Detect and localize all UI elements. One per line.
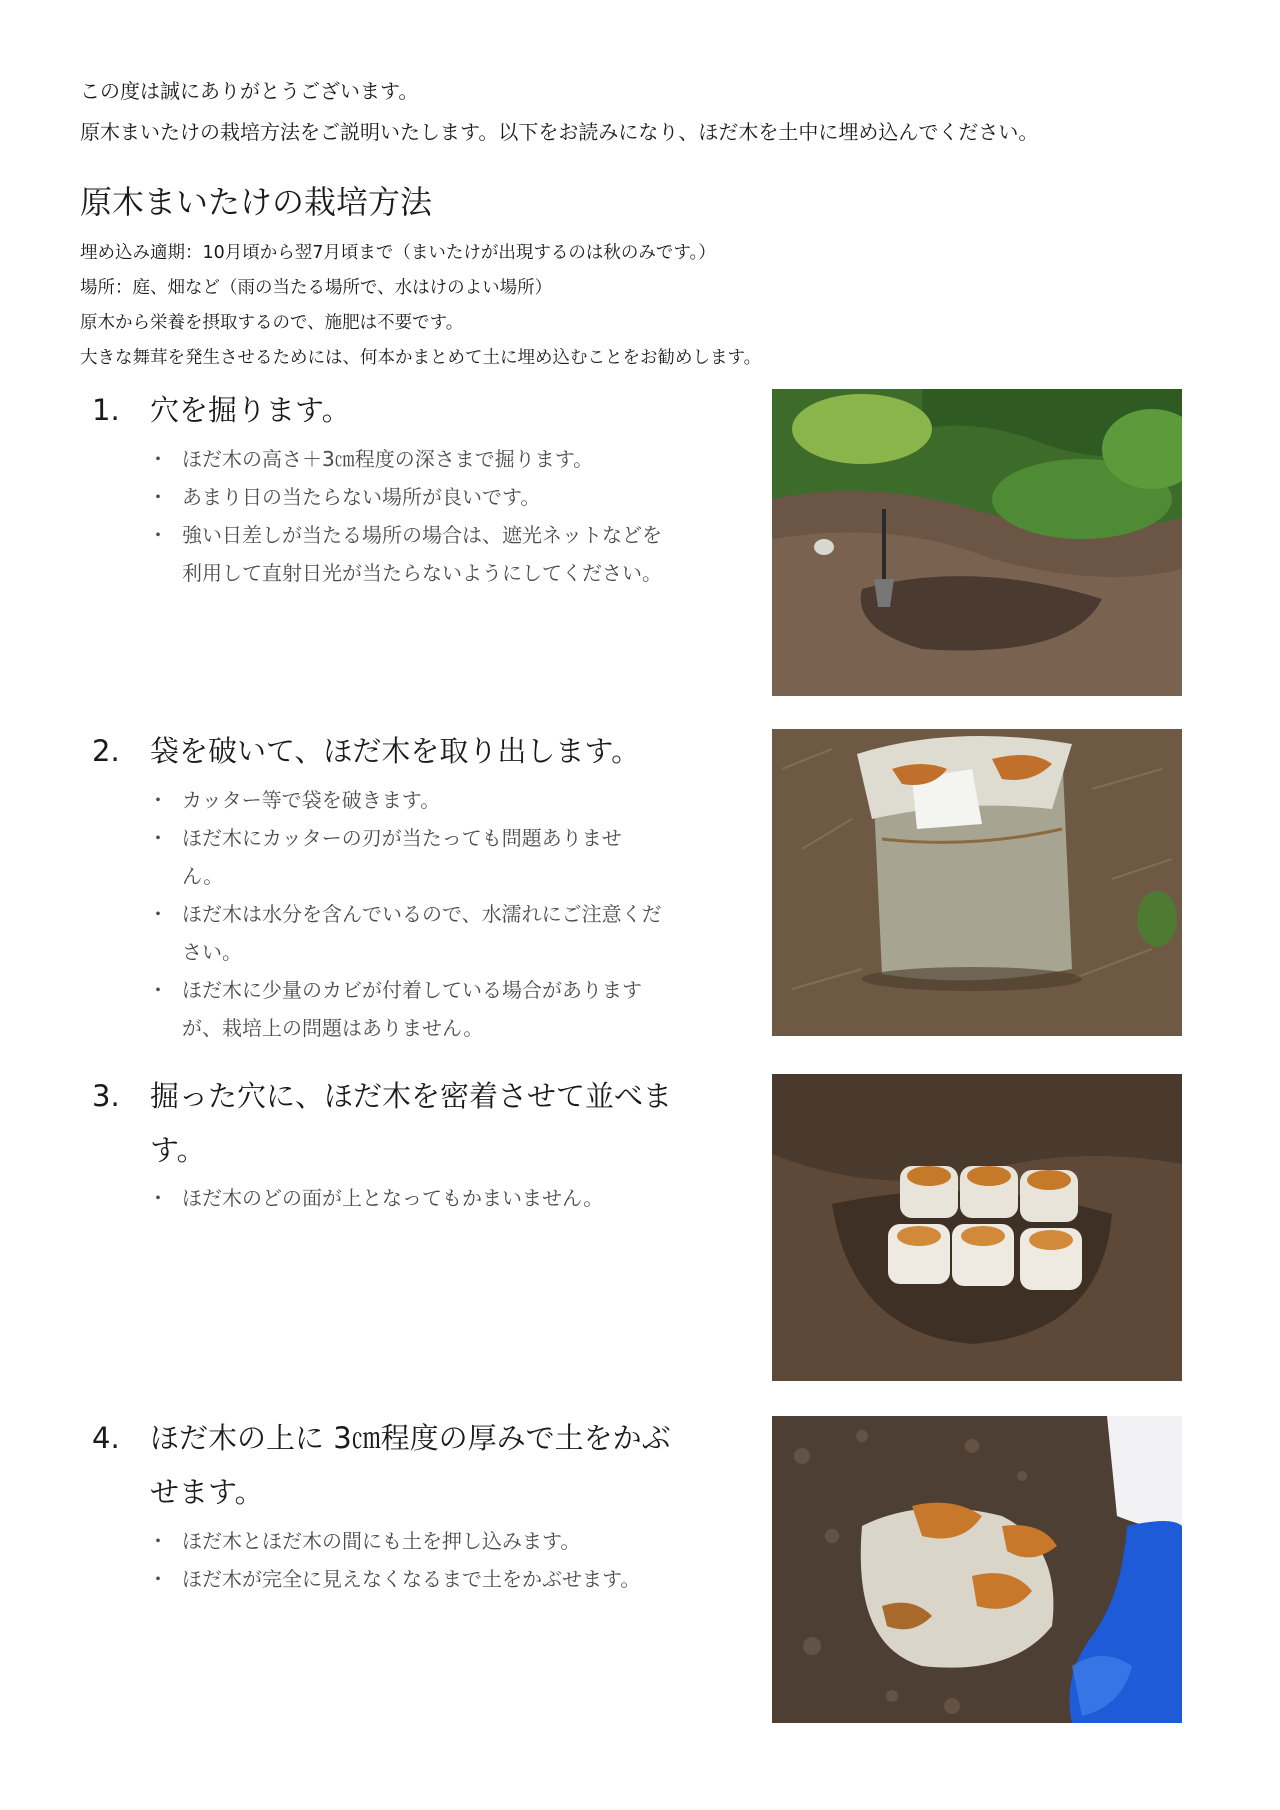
logs-arranged-in-hole-photo (772, 1074, 1182, 1381)
meta-timing: 埋め込み適期：10月頃から翌7月頃まで（まいたけが出現するのは秋のみです。） (80, 243, 716, 263)
step-number: 1. (92, 393, 120, 427)
step-number: 3. (92, 1079, 120, 1113)
list-item: ・ ほだ木の高さ＋3㎝程度の深さまで掘ります。 (152, 440, 662, 478)
list-item: ・ カッター等で袋を破きます。 (152, 781, 662, 819)
intro-instructions: 原木まいたけの栽培方法をご説明いたします。以下をお読みになり、ほだ木を土中に埋め込んでください。 (80, 120, 1039, 144)
meta-fertilizer: 原木から栄養を摂取するので、施肥は不要です。 (80, 313, 464, 333)
step-3-title (92, 1069, 672, 1177)
meta-location: 場所：庭、畑など（雨の当たる場所で、水はけのよい場所） (80, 278, 553, 298)
bagged-log-photo (772, 729, 1182, 1036)
list-item: ・ あまり日の当たらない場所が良いです。 (152, 478, 662, 516)
meta-recommendation: 大きな舞茸を発生させるためには、何本かまとめて土に埋め込むことをお勧めします。 (80, 348, 762, 368)
list-item: ・ ほだ木に少量のカビが付着している場合がありますが、栽培上の問題はありません。 (152, 971, 662, 1047)
step-heading: ほだ木の上に 3㎝程度の厚みで土をかぶせます。 (150, 1421, 671, 1509)
logs-covered-with-soil-photo (772, 1416, 1182, 1723)
step-2-title (92, 724, 672, 778)
list-item: ・ ほだ木にカッターの刃が当たっても問題ありません。 (152, 819, 662, 895)
step-heading: 掘った穴に、ほだ木を密着させて並べます。 (150, 1079, 673, 1167)
step-1-bullets (152, 440, 662, 592)
list-item: ・ 強い日差しが当たる場所の場合は、遮光ネットなどを利用して直射日光が当たらないようにしてください。 (152, 516, 662, 592)
step-4-title (92, 1411, 672, 1519)
list-item: ・ ほだ木とほだ木の間にも土を押し込みます。 (152, 1522, 662, 1560)
step-3-bullets (152, 1179, 662, 1217)
step-number: 2. (92, 734, 120, 768)
step-heading: 袋を破いて、ほだ木を取り出します。 (150, 734, 641, 768)
page-title: 原木まいたけの栽培方法 (80, 183, 433, 221)
list-item: ・ ほだ木のどの面が上となってもかまいません。 (152, 1179, 662, 1217)
list-item: ・ ほだ木は水分を含んでいるので、水濡れにご注意ください。 (152, 895, 662, 971)
step-4-bullets (152, 1522, 662, 1598)
list-item: ・ ほだ木が完全に見えなくなるまで土をかぶせます。 (152, 1560, 662, 1598)
step-2-bullets (152, 781, 662, 1047)
step-heading: 穴を掘ります。 (150, 393, 351, 427)
dug-hole-with-shovel-photo (772, 389, 1182, 696)
step-number: 4. (92, 1421, 120, 1455)
intro-thanks: この度は誠にありがとうございます。 (80, 79, 419, 103)
step-1-title (92, 383, 672, 437)
